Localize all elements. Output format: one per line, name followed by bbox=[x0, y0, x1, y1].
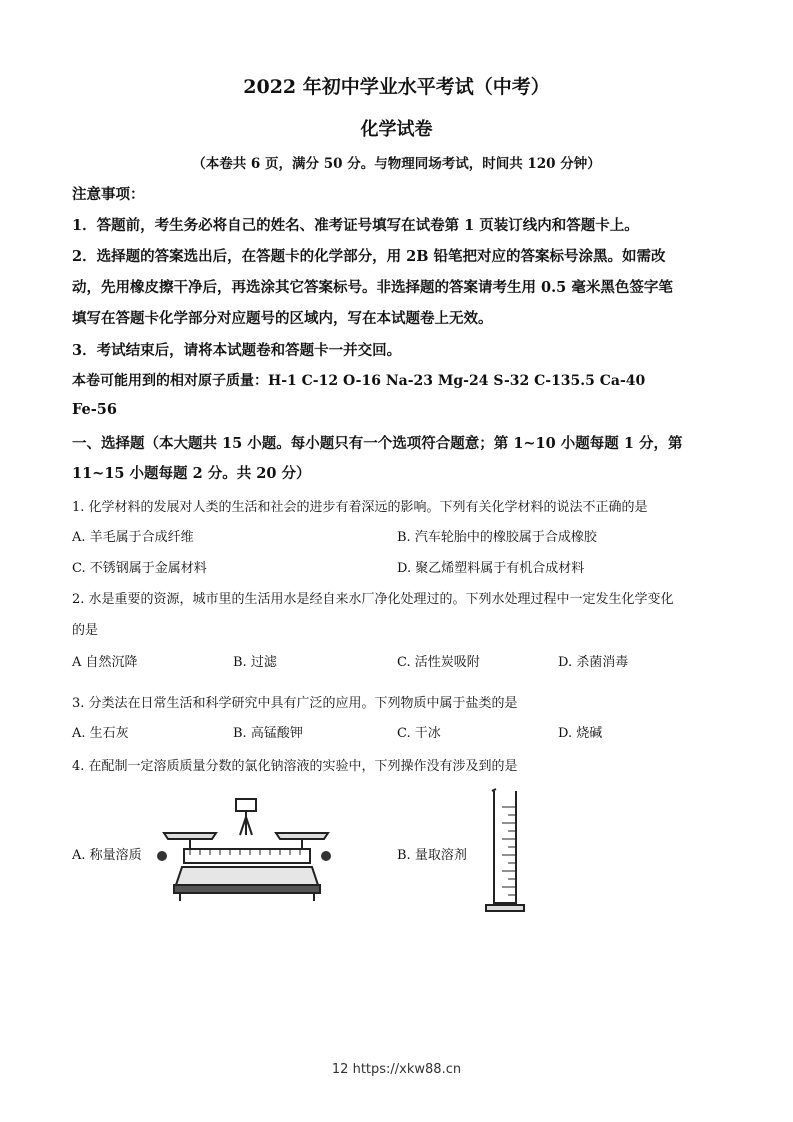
question-4-stem: 4. 在配制一定溶质质量分数的氯化钠溶液的实验中，下列操作没有涉及到的是 bbox=[72, 759, 518, 774]
question-2-stem-line1: 2. 水是重要的资源，城市里的生活用水是经自来水厂净化处理过的。下列水处理过程中一定发生化学变化 bbox=[72, 592, 674, 607]
notice-item-2-line1: 2．选择题的答案选出后，在答题卡的化学部分，用 2B 铅笔把对应的答案标号涂黑。如需改 bbox=[72, 248, 666, 265]
section-heading-line2: 11~15 小题每题 2 分。共 20 分） bbox=[72, 465, 311, 482]
question-1-option-d: D. 聚乙烯塑料属于有机合成材料 bbox=[397, 561, 585, 576]
section-heading-line1: 一、选择题（本大题共 15 小题。每小题只有一个选项符合题意；第 1~10 小题每题 1 分，第 bbox=[72, 435, 683, 452]
question-3-option-b: B. 高锰酸钾 bbox=[233, 726, 303, 741]
notice-item-3: 3．考试结束后，请将本试题卷和答题卡一并交回。 bbox=[72, 342, 402, 359]
notice-item-2-line3: 填写在答题卡化学部分对应题号的区域内，写在本试题卷上无效。 bbox=[72, 310, 493, 327]
question-1-option-b: B. 汽车轮胎中的橡胶属于合成橡胶 bbox=[397, 530, 597, 545]
exam-info: （本卷共 6 页，满分 50 分。与物理同场考试，时间共 120 分钟） bbox=[192, 156, 601, 172]
notice-heading: 注意事项： bbox=[72, 186, 145, 203]
question-2-option-b: B. 过滤 bbox=[233, 655, 277, 670]
page-footer: 12 https://xkw88.cn bbox=[331, 1062, 462, 1077]
question-3-stem: 3. 分类法在日常生活和科学研究中具有广泛的应用。下列物质中属于盐类的是 bbox=[72, 696, 518, 711]
question-2-option-c: C. 活性炭吸附 bbox=[397, 655, 480, 670]
subject-title: 化学试卷 bbox=[360, 119, 433, 140]
question-2-option-a: A 自然沉降 bbox=[72, 655, 138, 670]
balance-scale-icon bbox=[150, 795, 335, 915]
question-4-option-a: A. 称量溶质 bbox=[72, 848, 142, 863]
question-1-option-a: A. 羊毛属于合成纤维 bbox=[72, 530, 194, 545]
atomic-masses-line1: 本卷可能用到的相对原子质量：H-1 C-12 O-16 Na-23 Mg-24 S-32 C-135.5 Ca-40 bbox=[72, 373, 646, 389]
question-3-option-a: A. 生石灰 bbox=[72, 726, 129, 741]
notice-item-1: 1．答题前，考生务必将自己的姓名、准考证号填写在试卷第 1 页装订线内和答题卡上。 bbox=[72, 217, 639, 234]
question-2-stem-line2: 的是 bbox=[72, 623, 99, 638]
question-4-option-b: B. 量取溶剂 bbox=[397, 848, 467, 863]
question-3-option-d: D. 烧碱 bbox=[558, 726, 603, 741]
question-3-option-c: C. 干冰 bbox=[397, 726, 441, 741]
notice-item-2-line2: 动，先用橡皮擦干净后，再选涂其它答案标号。非选择题的答案请考生用 0.5 毫米黑色签字笔 bbox=[72, 279, 673, 296]
question-1-stem: 1. 化学材料的发展对人类的生活和社会的进步有着深远的影响。下列有关化学材料的说法不正确的是 bbox=[72, 500, 648, 515]
question-1-option-c: C. 不锈钢属于金属材料 bbox=[72, 561, 207, 576]
question-2-option-d: D. 杀菌消毒 bbox=[558, 655, 629, 670]
atomic-masses-line2: Fe-56 bbox=[72, 401, 117, 418]
page-title: 2022 年初中学业水平考试（中考） bbox=[243, 76, 550, 98]
graduated-cylinder-icon bbox=[482, 787, 532, 919]
